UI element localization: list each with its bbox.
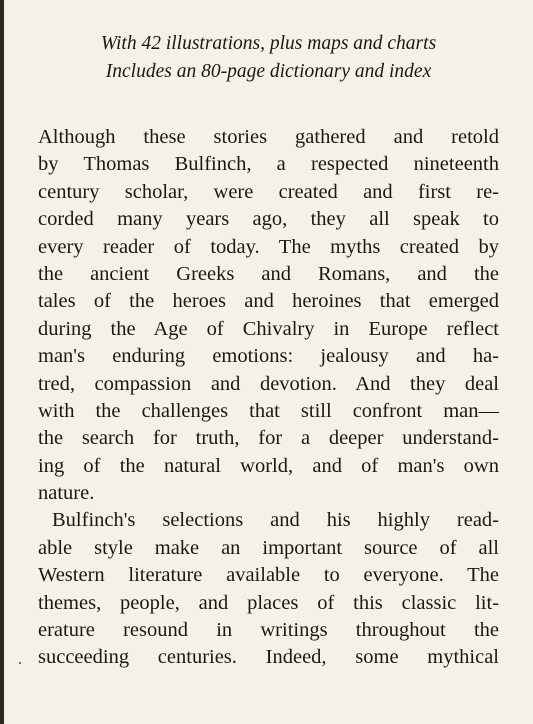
paragraph-line: nature. [38, 482, 95, 505]
paragraph-line: the ancient Greeks and Romans, and the [38, 262, 499, 285]
paragraph-line: tales of the heroes and heroines that emerged [38, 290, 499, 313]
paragraph-line: century scholar, were created and first re- [38, 180, 499, 203]
page-edge-shadow [0, 0, 4, 724]
intro-block [38, 30, 499, 86]
paragraph-line: with the challenges that still confront man— [38, 399, 499, 422]
paragraph-line: erature resound in writings throughout the [38, 619, 499, 642]
paragraph-line: succeeding centuries. Indeed, some mythical [38, 646, 499, 669]
paragraph-line: by Thomas Bulfinch, a respected nineteenth [38, 153, 499, 176]
intro-line: Includes an 80-page dictionary and index [105, 61, 432, 82]
paragraph-line: man's enduring emotions: jealousy and ha- [38, 345, 499, 368]
paragraph-line: Although these stories gathered and retold [38, 126, 499, 148]
paragraph-line: tred, compassion and devotion. And they deal [38, 372, 499, 395]
paragraph-2 [38, 507, 499, 671]
page-speck [19, 662, 21, 664]
intro-line: With 42 illustrations, plus maps and charts [100, 33, 437, 54]
paragraph-line: corded many years ago, they all speak to [38, 208, 499, 231]
paragraph-line: every reader of today. The myths created by [38, 235, 499, 258]
paragraph-line: ing of the natural world, and of man's own [38, 454, 499, 477]
paragraph-line: able style make an important source of all [38, 536, 499, 559]
paragraph-line: during the Age of Chivalry in Europe reflect [38, 317, 499, 340]
paragraph-1 [38, 124, 499, 507]
paragraph-line: themes, people, and places of this classic lit- [38, 591, 499, 614]
paragraph-line: the search for truth, for a deeper understand- [38, 427, 499, 450]
paragraph-line: Bulfinch's selections and his highly read- [52, 509, 499, 532]
paragraph-line: Western literature available to everyone. The [38, 564, 499, 587]
